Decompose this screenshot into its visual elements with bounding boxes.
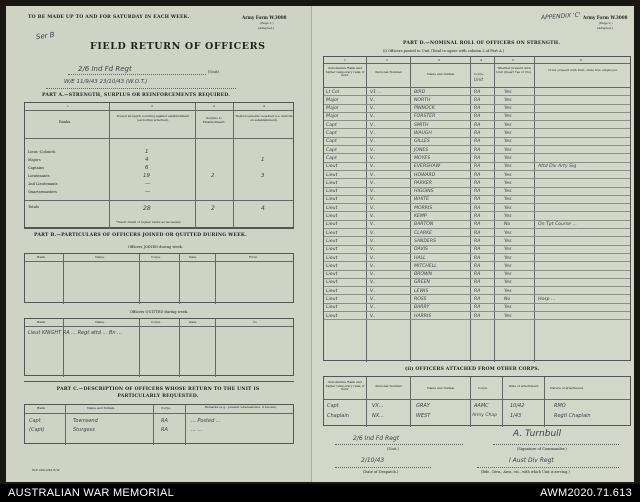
roll-cell-num: V.. [370,222,376,228]
roll-cell-name: DAVIS [414,247,428,253]
roll-cell-corps: RA [474,89,481,95]
quitted-entry: Lieut KNIGHT RA ... Regt attd ... Bn ... [28,330,122,336]
roll-row [324,196,630,204]
roll-cell-rank: Lieut [326,280,338,286]
page-title: FIELD RETURN OF OFFICERS [90,41,266,52]
roll-cell-name: GREEN [414,280,430,286]
roll-row [324,138,630,146]
roll-cell-corps: RA [474,172,481,178]
roll-cell-corps: RA [474,189,481,195]
roll-cell-corps: RA [474,131,481,137]
roll-cell-num: V.. [370,155,376,161]
roll-cell-num: V.. [370,305,376,311]
header-handwritten: Unit [474,78,484,83]
roll-cell-corps: RA [474,114,481,120]
part-c-table: Rank. Name and Initials. Corps. Remarks (e.g., present whereabouts, if known). Capt Townsend RA ... Posted ... (Capt) Sturgess RA ... ... [24,404,294,444]
scribble-note: Ser B [35,30,56,42]
roll-cell-name: JONES [414,147,429,153]
roll-cell-present: Yes [504,272,512,278]
roll-cell-rank: Lieut [326,263,338,269]
roll-cell-corps: RA [474,197,481,203]
part-c-title: PART C.—DESCRIPTION OF OFFICERS WHOSE RETURN TO THE UNIT IS PARTICULARLY REQUESTED. [56,387,260,399]
roll-row [324,171,630,179]
roll-cell-present: Yes [504,263,512,269]
roll-cell-rank: Lieut [326,238,338,244]
col-employed: If not present with Unit, state how employed. [548,68,618,72]
roll-cell-num: V.. [370,288,376,294]
attached-table: Substantive Rank and higher temporary rank, if held. Personal Number. Name and Initials. Corps. Date of attachment. Nature of attachment. Capt VX... GRAY AAMC 10/42 RMO Chaplain NX... WEST Army Chap 1/43 Regtl Chaplain [323,376,631,426]
roll-cell-present: Yes [504,106,512,112]
roll-cell-num: V.. [370,180,376,186]
roll-cell-present: Yes [504,255,512,261]
roll-cell-rank: Capt [326,155,337,161]
roll-cell-present: Yes [504,214,512,220]
col-name: Name and Initials. [426,72,456,76]
week-handwritten: W/E 11/9/43 23/10/43 (W.O.T.) [64,79,148,85]
roll-cell-present: Yes [504,172,512,178]
rank-lieutenants: Lieutenants [28,174,50,178]
roll-cell-rank: Lieut [326,313,338,319]
col-present: Whether present with Unit (Insert Yes or No). [496,66,532,74]
roll-cell-rank: Major [326,106,339,112]
roll-cell-rank: Lieut [326,189,338,195]
roll-cell-present: Yes [504,205,512,211]
roll-row [324,229,630,237]
col-surplus: Surplus to Establishment. [202,116,226,124]
roll-row [324,113,630,121]
roll-cell-corps: RA [474,164,481,170]
archive-footer [0,484,640,502]
roll-cell-present: Yes [504,313,512,319]
form-page: (Page 1.) [260,21,274,25]
roll-cell-num: V.. [370,139,376,145]
roll-cell-present: No [504,297,511,303]
footer-institution: AUSTRALIAN WAR MEMORIAL [8,487,175,499]
roll-cell-present: Yes [504,288,512,294]
roll-cell-rank: Lt Col [326,89,340,95]
roll-cell-rank: Major [326,97,339,103]
roll-cell-name: NORTH [414,97,431,103]
roll-row [324,262,630,270]
part-a-note: *Insert detail of higher ranks as necessary. [116,220,182,224]
roll-cell-rank: Lieut [326,230,338,236]
col-posted: Posted strength counting against establishment (excluding attached). [116,114,190,122]
roll-cell-rank: Capt [326,122,337,128]
form-ref-right: Army Form W.3008 [583,15,628,20]
roll-cell-present: Yes [504,305,512,311]
top-note: TO BE MADE UP TO AND FOR SATURDAY IN EACH WEEK. [28,15,190,20]
roll-row [324,154,630,162]
roll-cell-present: No [504,222,511,228]
roll-cell-corps: RA [474,255,481,261]
roll-cell-corps: RA [474,222,481,228]
roll-cell-present: Yes [504,122,512,128]
roll-cell-num: V.. [370,280,376,286]
roll-cell-num: V.. [370,238,376,244]
roll-cell-corps: RA [474,305,481,311]
roll-cell-name: BIRD [414,89,426,95]
attached-title: (ii) OFFICERS ATTACHED FROM OTHER CORPS. [405,367,540,372]
roll-row [324,213,630,221]
roll-row [324,312,630,320]
rank-lt-col: Lieut.-Colonels [28,150,56,154]
roll-cell-corps: RA [474,214,481,220]
roll-cell-name: WHITE [414,197,430,203]
roll-cell-num: V.. [370,189,376,195]
roll-row [324,204,630,212]
roll-cell-rank: Capt [326,131,337,137]
roll-cell-rank: Capt [326,139,337,145]
col-reinf: Reinforcements required (i.e. deficits on establishment). [235,114,293,122]
rank-2nd-lieutenants: 2nd Lieutenants [28,182,58,186]
roll-cell-corps: RA [474,205,481,211]
roll-row [324,287,630,295]
form-ref: Army Form W.3008 [242,15,287,20]
roll-row [324,96,630,104]
roll-cell-name: GILLES [414,139,430,145]
roll-cell-num: V.. [370,147,376,153]
roll-cell-name: KEMP [414,214,427,220]
roll-row [324,88,630,96]
roll-cell-name: PARKER [414,180,432,186]
col-corps: Corps. [474,72,484,76]
roll-cell-present: Yes [504,189,512,195]
roll-cell-present: Yes [504,247,512,253]
roll-cell-num: V.. [370,205,376,211]
roll-row [324,246,630,254]
roll-cell-how: Hosp ... [538,297,556,303]
roll-cell-rank: Lieut [326,247,338,253]
roll-row [324,121,630,129]
rank-captains: Captains [28,166,45,170]
roll-cell-name: BARTON [414,222,434,228]
roll-cell-corps: RA [474,297,481,303]
roll-cell-num: V.. [370,313,376,319]
roll-cell-rank: Lieut [326,255,338,261]
roll-cell-corps: RA [474,230,481,236]
roll-cell-rank: Lieut [326,172,338,178]
roll-cell-corps: RA [474,122,481,128]
nominal-roll-table: 1 2 3 4 5 6 Substantive Rank and higher temporary rank, if held. Personal Number. Name and Initials. Corps. Whether present with Unit (Insert Yes or No). If not present with Unit, state how employed. Unit Lt Col V1 ... BIRD RA Yes Major V.. NORTH RA Yes Major V.. PINNOCK RA Yes Major V.. FORSTER RA Yes Capt V.. SMITH RA Yes Capt V.. WAUGH RA Yes Capt V.. GILLES RA Yes Capt V.. JONES RA Yes Capt V.. MOYES RA Yes Lieut V.. EVERSHAW RA Yes Attd Div Arty Sig Lieut V.. HOWARD RA Yes Lieut V.. PARKER RA Yes Lieut V.. HIGGINS RA Yes Lieut V.. WHITE RA Yes Lieut V.. MORRIS RA Yes Lieut V.. KEMP RA Yes Lieut V.. BARTON RA No On Tpt Course ... Lieut V.. CLARKE RA Yes Lieut V.. SANDERS RA Yes Lieut V.. DAVIS RA Yes Lieut V.. HALL RA Yes Lieut V.. MITCHELL RA Yes Lieut V.. BROWN RA Yes Lieut V.. GREEN RA Yes Lieut V.. LEWIS RA Yes Lieut V.. ROSS RA No Hosp ... Lieut V.. BARRY RA Yes Lieut V.. HARRIS RA Yes [323,56,631,361]
roll-cell-name: FORSTER [414,114,436,120]
roll-cell-present: Yes [504,164,512,170]
roll-row [324,105,630,113]
roll-cell-num: V.. [370,263,376,269]
roll-cell-name: EVERSHAW [414,164,441,170]
roll-cell-present: Yes [504,114,512,120]
roll-cell-rank: Lieut [326,297,338,303]
col-rank: Substantive Rank and higher temporary rank, if held. [325,66,365,78]
roll-row [324,146,630,154]
roll-cell-name: LEWIS [414,288,429,294]
roll-cell-rank: Lieut [326,288,338,294]
roll-cell-name: HOWARD [414,172,436,178]
roll-cell-rank: Lieut [326,164,338,170]
roll-cell-corps: RA [474,288,481,294]
formation-label: (Bde., Divn., Area, etc., with which Unit is serving.) [481,470,570,474]
roll-row [324,163,630,171]
roll-cell-how: Attd Div Arty Sig [538,164,577,170]
part-d-title: PART D.—NOMINAL ROLL OF OFFICERS ON STRENGTH. [403,41,561,46]
roll-cell-num: V.. [370,97,376,103]
roll-cell-name: MOYES [414,155,431,161]
roll-cell-rank: Major [326,114,339,120]
unit-label: (Unit) [208,70,219,74]
rank-totals: Totals [28,205,39,209]
roll-cell-rank: Lieut [326,214,338,220]
roll-cell-present: Yes [504,180,512,186]
roll-cell-present: Yes [504,238,512,244]
roll-cell-num: V.. [370,247,376,253]
roll-cell-num: V.. [370,297,376,303]
roll-row [324,188,630,196]
roll-cell-present: Yes [504,197,512,203]
roll-row [324,296,630,304]
printer-note: W.P. 200-2/43 B.W. [32,468,60,472]
roll-cell-rank: Lieut [326,222,338,228]
roll-cell-name: WAUGH [414,131,432,137]
rank-qm: Quartermasters [28,190,57,194]
roll-cell-rank: Lieut [326,197,338,203]
roll-cell-present: Yes [504,89,512,95]
roll-cell-rank: Lieut [326,305,338,311]
roll-cell-corps: RA [474,280,481,286]
roll-cell-name: CLARKE [414,230,433,236]
roll-cell-name: BROWN [414,272,432,278]
roll-cell-name: PINNOCK [414,106,435,112]
roll-cell-present: Yes [504,147,512,153]
signature-label: (Signature of Commander.) [517,447,567,451]
roll-cell-present: Yes [504,155,512,161]
roll-row [324,179,630,187]
rank-majors: Majors [28,158,41,162]
roll-cell-corps: RA [474,247,481,253]
roll-cell-num: V.. [370,164,376,170]
roll-cell-present: Yes [504,230,512,236]
roll-cell-how: On Tpt Course ... [538,222,577,228]
roll-row [324,304,630,312]
roll-cell-corps: RA [474,180,481,186]
col-ranks: Ranks. [59,120,72,124]
roll-cell-num: V.. [370,230,376,236]
roll-row [324,237,630,245]
unit-handwritten-right: 2/6 Ind Fd Regt [353,435,400,442]
roll-cell-present: Yes [504,97,512,103]
roll-cell-name: SANDERS [414,238,437,244]
commander-signature: A. Turnbull [513,429,562,439]
roll-row [324,130,630,138]
roll-cell-num: V.. [370,272,376,278]
roll-cell-num: V.. [370,122,376,128]
roll-cell-name: HIGGINS [414,189,434,195]
roll-cell-present: Yes [504,139,512,145]
roll-row [324,279,630,287]
roll-cell-rank: Lieut [326,180,338,186]
roll-cell-name: HARRIS [414,313,432,319]
unit-handwritten: 2/6 Ind Fd Regt [78,65,132,73]
roll-row [324,271,630,279]
roll-cell-corps: RA [474,272,481,278]
roll-cell-present: Yes [504,280,512,286]
roll-cell-present: Yes [504,131,512,137]
roll-cell-corps: RA [474,263,481,269]
col-number: Personal Number. [375,70,403,74]
roll-cell-rank: Lieut [326,272,338,278]
roll-cell-corps: RA [474,238,481,244]
roll-cell-name: BARRY [414,305,430,311]
roll-cell-num: V.. [370,255,376,261]
roll-cell-num: V.. [370,106,376,112]
joined-table: Rank. Name. Corps. Date. From. [24,253,294,303]
roll-cell-corps: RA [474,155,481,161]
despatch-date-label: (Date of Despatch.) [363,470,399,474]
roll-row [324,221,630,229]
roll-cell-corps: RA [474,147,481,153]
roll-cell-name: MORRIS [414,205,433,211]
roll-cell-corps: RA [474,106,481,112]
roll-cell-num: V1 ... [370,89,382,95]
quitted-caption: Officers QUITTED during week. [130,310,189,314]
roll-cell-name: MITCHELL [414,263,437,269]
quitted-table: Rank. Name. Corps. Date. To. Lieut KNIGHT RA ... Regt attd ... Bn ... [24,318,294,376]
part-a-title: PART A.—STRENGTH, SURPLUS OR REINFORCEMENTS REQUIRED. [42,93,231,98]
roll-cell-num: V.. [370,197,376,203]
right-page: APPENDIX 'C' Army Form W.3008 (Page 2.) (Adapted.) PART D.—NOMINAL ROLL OF OFFICERS ON STRENGTH. (i) Officers posted to Unit (Total to agree with column 2 of Part A.) 1 2 3 4 5 6 Substantive Rank and higher temporary rank, if held. Personal Number. Name and Initials. Corps. Whether present with Unit (Insert Yes or No). If not present with Unit, state how employed. Unit Lt Col V1 ... BIRD RA Yes Major V.. NORTH RA Yes Major V.. PINNOCK RA Yes Major V.. FORSTER RA Yes Capt V.. SMITH RA Yes Capt V.. WAUGH RA Yes Capt V.. GILLES RA Yes Capt V.. JONES RA Yes Capt V.. MOYES RA Yes Lieut V.. EVERSHAW RA Yes Attd Div Arty Sig Lieut V.. HOWARD RA Yes Lieut V.. PARKER RA Yes Lieut V.. HIGGINS RA Yes Lieut V.. WHITE RA Yes Lieut V.. MORRIS RA Yes Lieut V.. KEMP RA Yes Lieut V.. BARTON RA No On Tpt Course ... Lieut V.. CLARKE RA Yes Lieut V.. SANDERS RA Yes Lieut V.. DAVIS RA Yes Lieut V.. HALL RA Yes Lieut V.. MITCHELL RA Yes Lieut V.. BROWN RA Yes Lieut V.. GREEN RA Yes Lieut V.. LEWIS RA Yes Lieut V.. ROSS RA No Hosp ... Lieut V.. BARRY RA Yes Lieut V.. HARRIS RA Yes (ii) OFFICERS ATTACHED FROM OTHER CORPS. Substantive Rank and higher temporary rank, if held. Personal Number. Name and Initials. Corps. Date of attachment. Nature of attachment. Capt VX... GRAY AAMC 10/42 RMO Chaplain NX... WEST Army Chap 1/43 Regtl Chaplain 2/6 Ind Fd Regt (Unit.) A. Turnbull (Signature of Commander.) 2/10/43 (Date of Despatch.) I Aust Div Regt (Bde., Divn., Area, etc., with which Unit is serving.) [313,6,634,482]
roll-cell-num: V.. [370,214,376,220]
unit-label-right: (Unit.) [387,447,399,451]
footer-accession: AWM2020.71.613 [540,487,632,499]
roll-cell-num: V.. [370,172,376,178]
roll-cell-corps: RA [474,139,481,145]
roll-cell-rank: Lieut [326,205,338,211]
left-page [6,6,312,482]
part-b-title: PART B.—PARTICULARS OF OFFICERS JOINED OR QUITTED DURING WEEK. [34,233,247,238]
roll-cell-name: HALL [414,255,426,261]
roll-cell-num: V.. [370,131,376,137]
roll-cell-rank: Capt [326,147,337,153]
roll-cell-name: SMITH [414,122,429,128]
roll-row [324,254,630,262]
part-d-subtitle: (i) Officers posted to Unit (Total to agree with column 2 of Part A.) [383,49,505,53]
despatch-date-handwritten: 2/10/43 [361,457,385,464]
appendix-stamp: APPENDIX 'C' [540,11,581,22]
part-a-table: 1 2 3 4 Ranks. Posted strength counting against establishment (excluding attached). Surplus to Establishment. Reinforcements required (i.e. deficits on establishment). Lieut.-Colonels Majors Captains Lieutenants 2nd Lieutenants Quartermasters Totals 1 4 6 19 — — 28 2 2 1 3 4 [24,102,294,228]
roll-rows [324,88,630,320]
roll-cell-corps: RA [474,313,481,319]
form-adapted: (Adapted.) [258,26,274,30]
roll-cell-name: ROSS [414,297,427,303]
joined-caption: Officers JOINED during week. [128,245,183,249]
roll-cell-corps: RA [474,97,481,103]
formation-handwritten: I Aust Div Regt [509,457,554,464]
roll-cell-num: V.. [370,114,376,120]
